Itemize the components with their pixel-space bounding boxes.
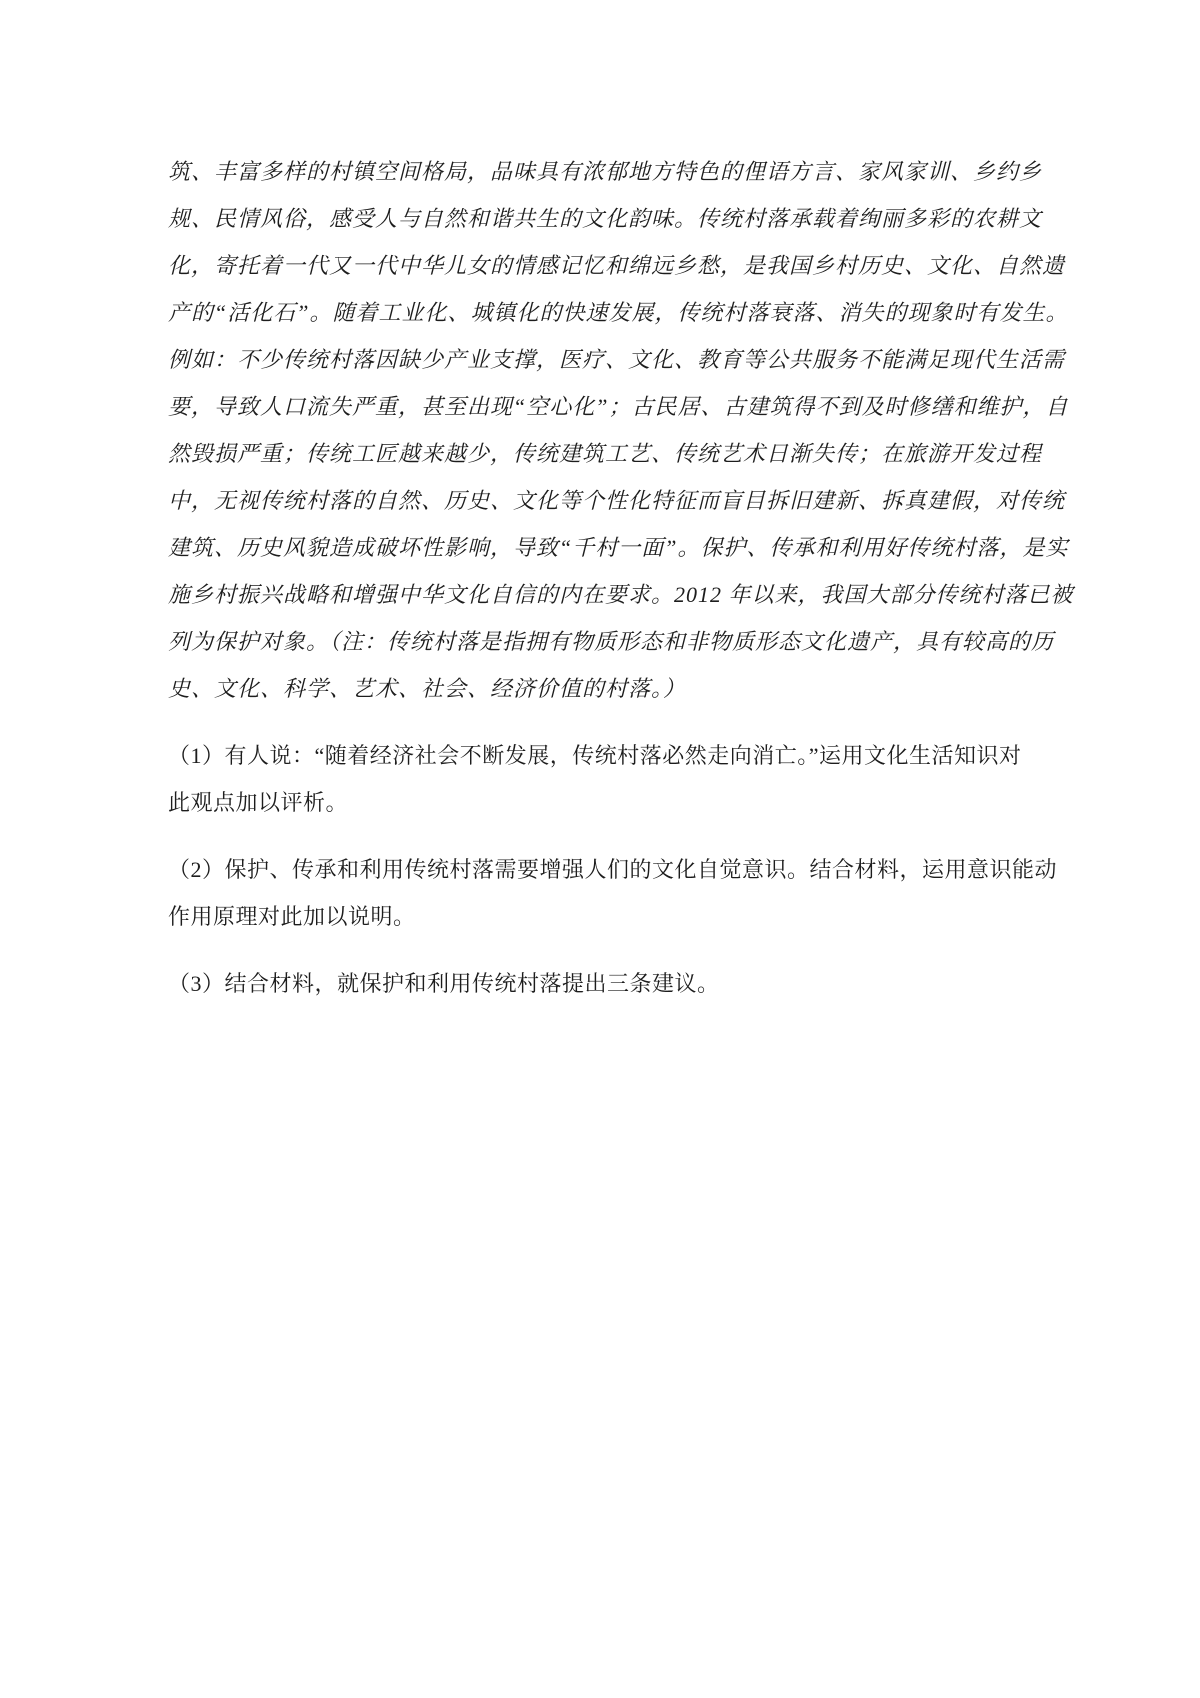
- question-2-line-1: （2）保护、传承和利用传统村落需要增强人们的文化自觉意识。结合材料，运用意识能动: [168, 857, 1058, 882]
- material-line-3: 化，寄托着一代又一代中华儿女的情感记忆和绵远乡愁，是我国乡村历史、文化、自然遗: [168, 253, 1066, 278]
- material-line-12: 史、文化、科学、艺术、社会、经济价值的村落。）: [168, 676, 687, 701]
- material-line-11: 列为保护对象。（注：传统村落是指拥有物质形态和非物质形态文化遗产，具有较高的历: [168, 629, 1055, 654]
- material-line-10: 施乡村振兴战略和增强中华文化自信的内在要求。2012 年以来，我国大部分传统村落已被: [168, 582, 1074, 607]
- question-1-line-1: （1）有人说：“随着经济社会不断发展，传统村落必然走向消亡。”运用文化生活知识对: [168, 743, 1022, 768]
- question-3: [168, 960, 1040, 1007]
- question-3-line-1: （3）结合材料，就保护和利用传统村落提出三条建议。: [168, 971, 720, 996]
- material-line-8: 中，无视传统村落的自然、历史、文化等个性化特征而盲目拆旧建新、拆真建假，对传统: [168, 488, 1066, 513]
- material-line-2: 规、民情风俗，感受人与自然和谐共生的文化韵味。传统村落承载着绚丽多彩的农耕文: [168, 206, 1043, 231]
- material-line-7: 然毁损严重；传统工匠越来越少，传统建筑工艺、传统艺术日渐失传；在旅游开发过程: [168, 441, 1043, 466]
- material-paragraph: [168, 148, 1074, 712]
- material-line-5: 例如：不少传统村落因缺少产业支撑，医疗、文化、教育等公共服务不能满足现代生活需: [168, 347, 1066, 372]
- question-1-line-2: 此观点加以评析。: [168, 790, 349, 815]
- question-2-line-2: 作用原理对此加以说明。: [168, 904, 416, 929]
- question-2: [168, 846, 1058, 940]
- material-line-4: 产的“活化石”。随着工业化、城镇化的快速发展，传统村落衰落、消失的现象时有发生。: [168, 300, 1069, 325]
- question-1: [168, 732, 1040, 826]
- material-line-9: 建筑、历史风貌造成破坏性影响，导致“千村一面”。保护、传承和利用好传统村落，是实: [168, 535, 1069, 560]
- material-line-1: 筑、丰富多样的村镇空间格局，品味具有浓郁地方特色的俚语方言、家风家训、乡约乡: [168, 159, 1043, 184]
- material-line-6: 要，导致人口流失严重，甚至出现“空心化”；古民居、古建筑得不到及时修缮和维护，自: [168, 394, 1069, 419]
